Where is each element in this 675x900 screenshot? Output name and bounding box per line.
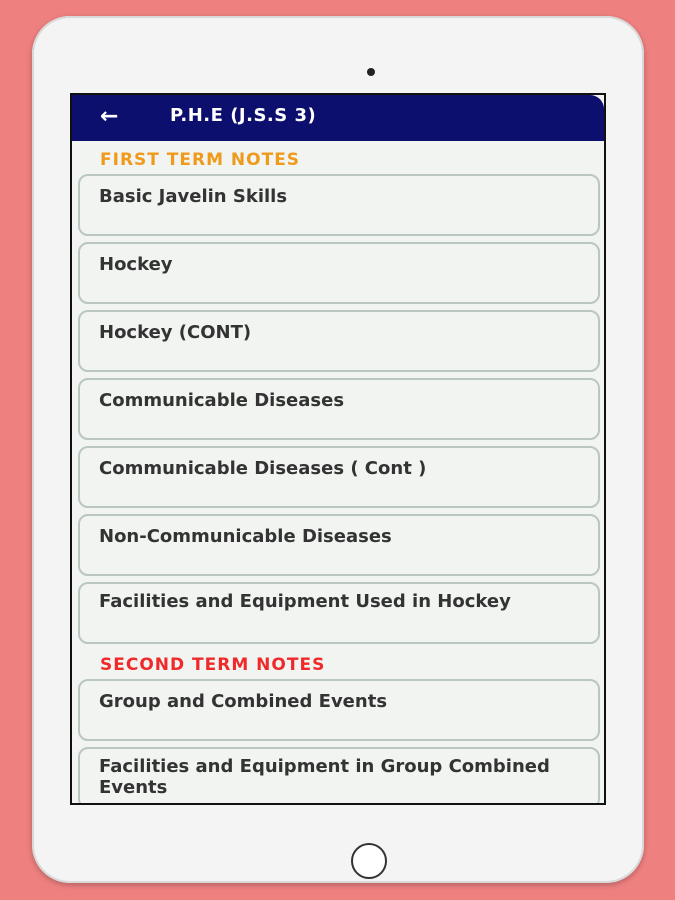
list-item[interactable] (78, 514, 600, 576)
app-screen (70, 93, 606, 805)
list-item-label: Facilities and Equipment Used in Hockey (99, 591, 511, 612)
list-item-label: Hockey (99, 254, 173, 275)
page-title: P.H.E (J.S.S 3) (170, 105, 317, 126)
home-button[interactable] (351, 843, 387, 879)
list-item-label: Communicable Diseases (99, 390, 345, 411)
list-item-label: Hockey (CONT) (99, 322, 252, 343)
list-item[interactable] (78, 582, 600, 644)
list-item[interactable] (78, 174, 600, 236)
list-item-label: Facilities and Equipment in Group Combined Events (99, 756, 550, 798)
app-bar (72, 95, 604, 141)
arrow-left-icon[interactable]: ← (100, 104, 119, 129)
list-item[interactable] (78, 446, 600, 508)
list-item[interactable] (78, 747, 600, 805)
list-item[interactable] (78, 242, 600, 304)
list-item-label: Communicable Diseases ( Cont ) (99, 458, 427, 479)
first-term-header: FIRST TERM NOTES (100, 150, 301, 170)
second-term-header: SECOND TERM NOTES (100, 655, 326, 675)
list-item[interactable] (78, 679, 600, 741)
list-item[interactable] (78, 378, 600, 440)
camera-dot (367, 68, 375, 76)
list-item-label: Group and Combined Events (99, 691, 388, 712)
list-item-label: Basic Javelin Skills (99, 186, 288, 207)
list-item-label: Non-Communicable Diseases (99, 526, 392, 547)
list-item[interactable] (78, 310, 600, 372)
